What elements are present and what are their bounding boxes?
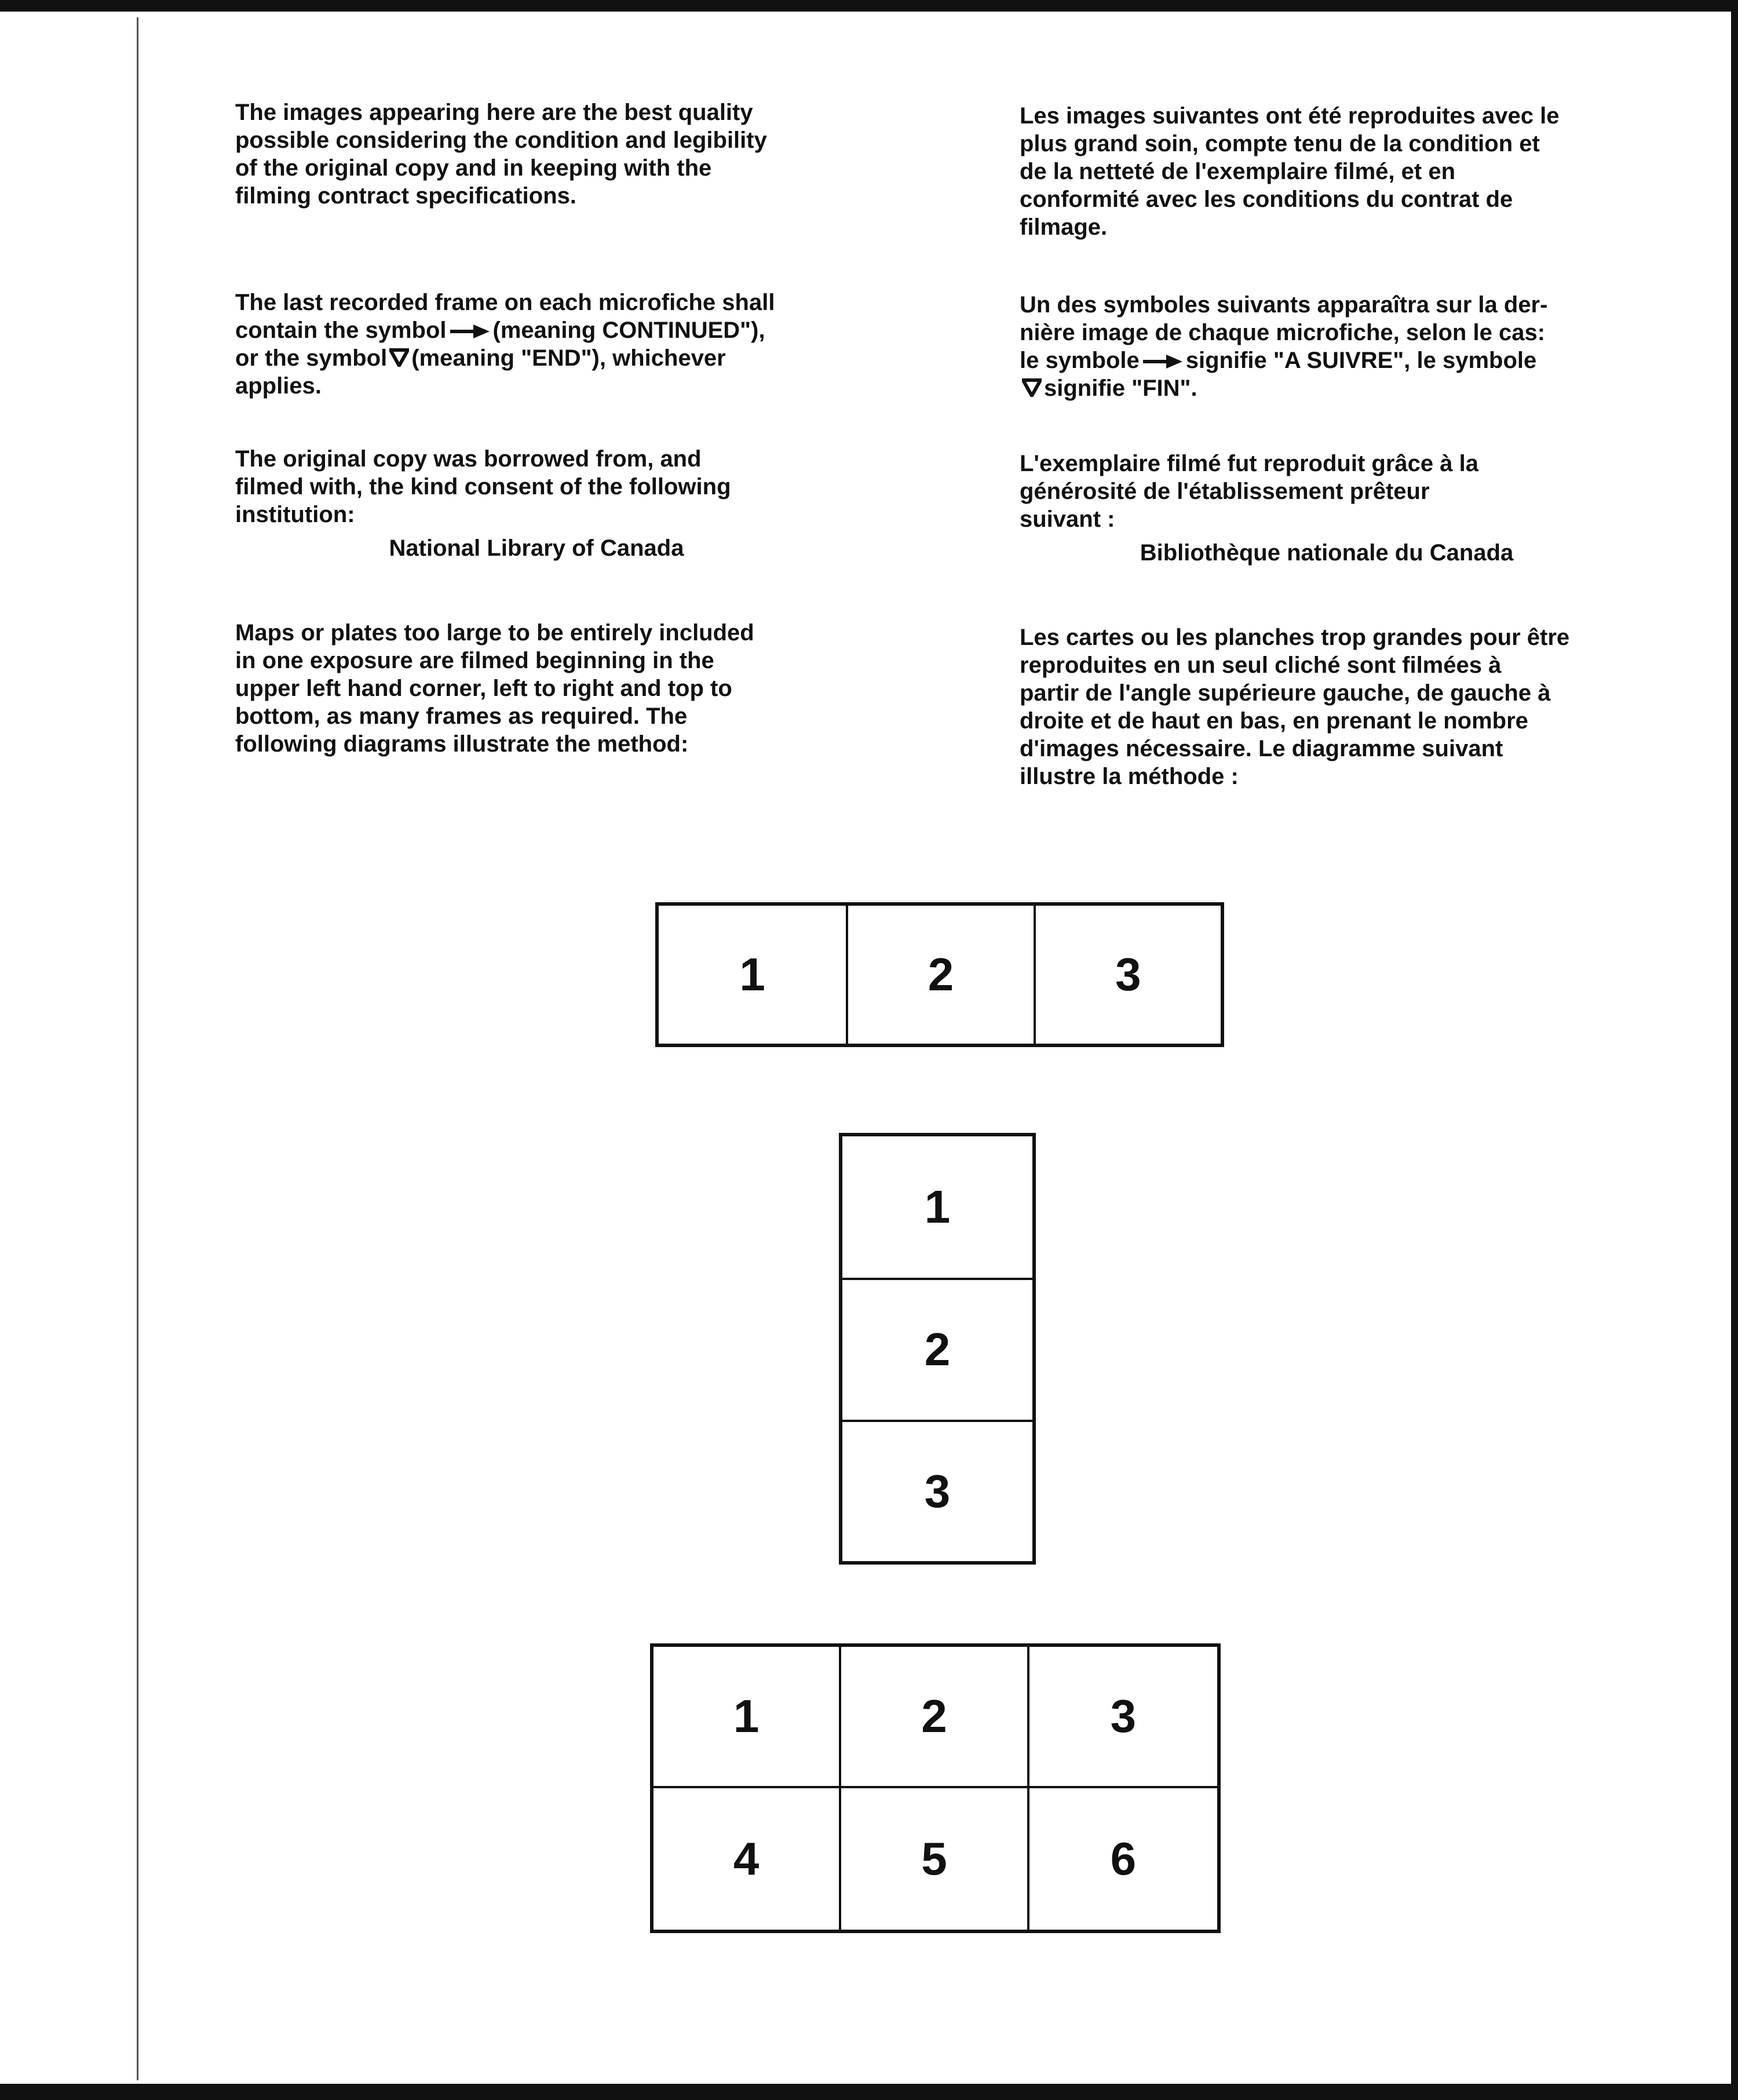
- maps-paragraph-fr: [1020, 624, 1569, 790]
- frame-cell: 3: [1029, 1647, 1217, 1788]
- text-line: upper left hand corner, left to right and top to: [235, 676, 732, 701]
- frame-cell: 2: [846, 906, 1033, 1044]
- text-line: Un des symboles suivants apparaîtra sur la der-: [1020, 292, 1548, 318]
- text-line: Les images suivantes ont été reproduites avec le: [1020, 103, 1560, 129]
- text-line: applies.: [235, 373, 322, 399]
- text-line: The original copy was borrowed from, and: [235, 446, 702, 472]
- text-line: possible considering the condition and legibility: [235, 127, 767, 153]
- frame-cell: 6: [1110, 1833, 1137, 1884]
- arrow-right-icon: [450, 325, 490, 338]
- text-line: (meaning "END"), whichever: [411, 345, 726, 371]
- text-line: signifie "FIN".: [1044, 375, 1197, 401]
- end-triangle-icon: [1022, 378, 1042, 397]
- grid-frames-diagram: [650, 1643, 1221, 1933]
- text-line: The images appearing here are the best quality: [235, 100, 753, 125]
- frame-cell: 5: [841, 1788, 1029, 1930]
- text-line: in one exposure are filmed beginning in the: [235, 648, 714, 673]
- text-line: filmed with, the kind consent of the following: [235, 474, 731, 500]
- text-line: (meaning CONTINUED"),: [492, 318, 765, 343]
- text-line: reproduites en un seul cliché sont filmées à: [1020, 652, 1502, 678]
- text-line: partir de l'angle supérieure gauche, de gauche à: [1020, 680, 1551, 706]
- symbol-paragraph: [235, 289, 775, 400]
- frame-cell: 2: [842, 1278, 1032, 1419]
- quality-paragraph: [235, 99, 767, 210]
- text-line: L'exemplaire filmé fut reproduit grâce à la: [1020, 451, 1478, 476]
- text-line: suivant :: [1020, 506, 1115, 532]
- text-line: générosité de l'établissement prêteur: [1020, 479, 1430, 504]
- english-column: [235, 99, 878, 794]
- arrow-right-icon: [1143, 355, 1182, 369]
- page-edge-line: [137, 17, 138, 2080]
- text-line: filming contract specifications.: [235, 183, 577, 209]
- film-bottom-border: [0, 2084, 1738, 2100]
- frame-cell: 3: [842, 1420, 1032, 1561]
- film-top-border: [0, 0, 1738, 12]
- frame-cell: 4: [653, 1788, 841, 1930]
- text-line: plus grand soin, compte tenu de la condition et: [1020, 131, 1540, 156]
- text-line: or the symbol: [235, 345, 388, 371]
- institution-name: National Library of Canada: [389, 535, 684, 561]
- frame-cell: 2: [841, 1647, 1029, 1788]
- text-line: following diagrams illustrate the method:: [235, 731, 689, 757]
- french-column: [1020, 102, 1668, 809]
- frame-cell: 1: [653, 1647, 841, 1788]
- text-line: of the original copy and in keeping with the: [235, 155, 712, 181]
- text-line: filmage.: [1020, 214, 1108, 240]
- text-line: bottom, as many frames as required. The: [235, 703, 688, 729]
- text-line: signifie "A SUIVRE", le symbole: [1185, 348, 1537, 373]
- text-line: The last recorded frame on each microfiche shall: [235, 290, 775, 315]
- quality-paragraph-fr: [1020, 102, 1559, 241]
- text-line: Les cartes ou les planches trop grandes pour être: [1020, 625, 1570, 650]
- text-line: de la netteté de l'exemplaire filmé, et en: [1020, 159, 1456, 184]
- frame-cell: 3: [1034, 906, 1221, 1044]
- text-line: Maps or plates too large to be entirely included: [235, 620, 754, 646]
- frame-cell: 1: [924, 1181, 951, 1233]
- film-right-border: [1731, 0, 1738, 2100]
- vertical-frames-diagram: [839, 1133, 1036, 1565]
- borrowed-paragraph-fr: [1020, 450, 1478, 533]
- symbol-paragraph-fr: [1020, 291, 1547, 402]
- text-line: d'images nécessaire. Le diagramme suivant: [1020, 736, 1503, 761]
- frame-cell: 1: [739, 949, 765, 1000]
- text-line: illustre la méthode :: [1020, 764, 1239, 789]
- text-line: le symbole: [1020, 348, 1140, 373]
- text-line: institution:: [235, 502, 355, 527]
- institution-name-fr: Bibliothèque nationale du Canada: [1140, 540, 1514, 566]
- text-line: droite et de haut en bas, en prenant le nombre: [1020, 708, 1528, 734]
- text-line: conformité avec les conditions du contrat de: [1020, 187, 1513, 212]
- end-triangle-icon: [389, 348, 409, 367]
- maps-paragraph: [235, 619, 754, 758]
- borrowed-paragraph: [235, 445, 731, 528]
- horizontal-frames-diagram: [655, 902, 1224, 1047]
- text-line: contain the symbol: [235, 318, 447, 343]
- text-line: nière image de chaque microfiche, selon le cas:: [1020, 320, 1546, 345]
